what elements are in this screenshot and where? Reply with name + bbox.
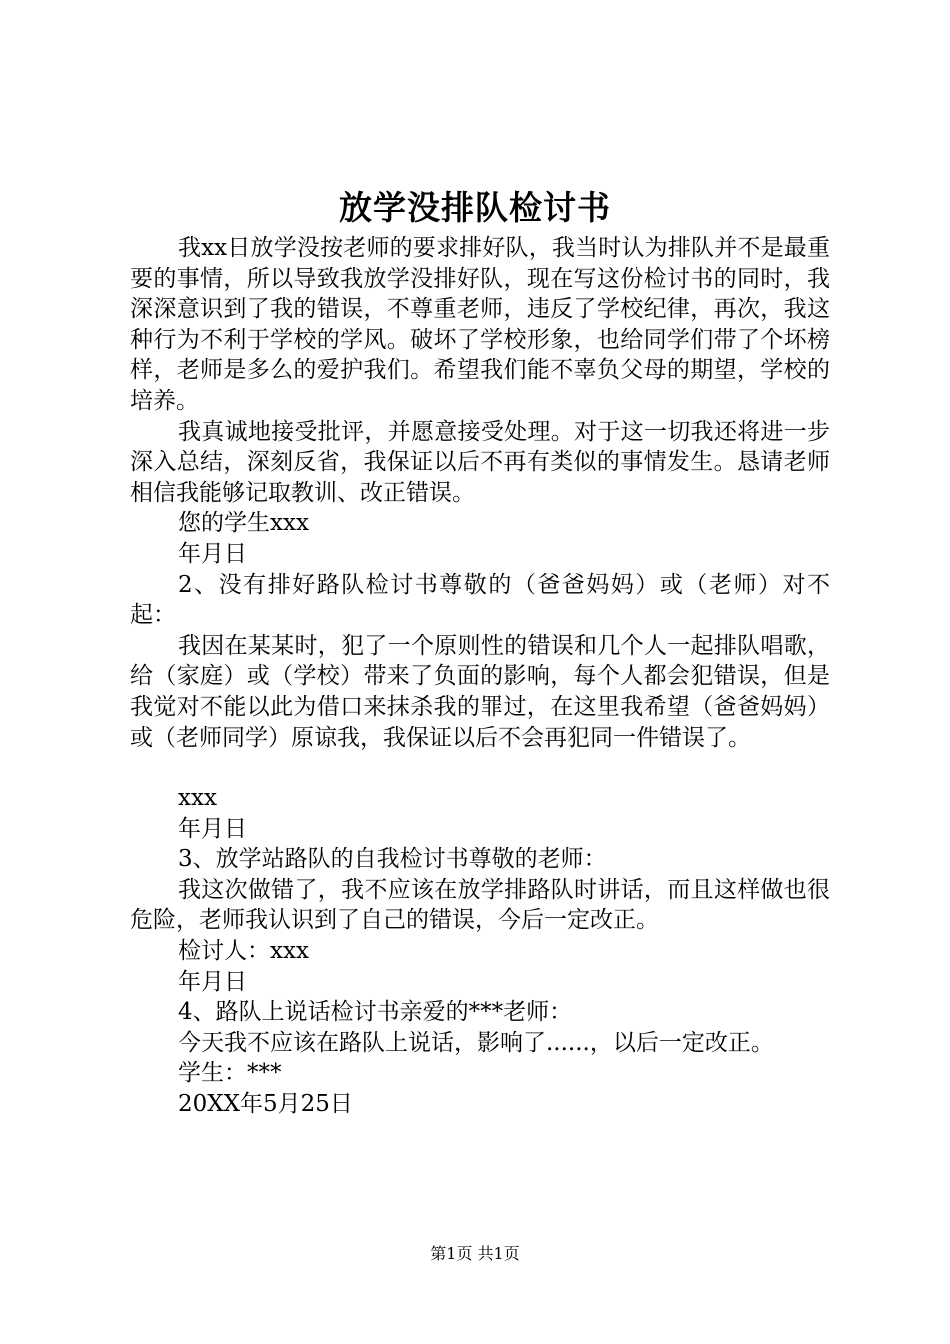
page-footer: 第1页 共1页 (430, 1244, 520, 1263)
date-4: 20XX年5月25日 (178, 1091, 353, 1118)
section-heading-4: 4、路队上说话检讨书亲爱的***老师： (178, 999, 573, 1026)
document-body (130, 233, 830, 1120)
signature-4: 学生：*** (178, 1060, 282, 1087)
signature-3: 检讨人：xxx (178, 938, 309, 965)
date-1: 年月日 (178, 540, 247, 567)
date-3: 年月日 (178, 968, 247, 995)
paragraph-section-2: 我因在某某时，犯了一个原则性的错误和几个人一起排队唱歌，给（家庭）或（学校）带来了负面的影响，每个人都会犯错误，但是我觉对不能以此为借口来抹杀我的罪过，在这里我希望（爸爸妈妈）或（老师同学）原谅我，我保证以后不会再犯同一件错误了。 (130, 632, 830, 751)
paragraph-acceptance: 我真诚地接受批评，并愿意接受处理。对于这一切我还将进一步深入总结，深刻反省，我保证以后不再有类似的事情发生。恳请老师相信我能够记取教训、改正错误。 (130, 418, 830, 506)
signature-2: xxx (178, 785, 217, 812)
document-title: 放学没排队检讨书 (339, 188, 611, 227)
spacer (130, 753, 830, 783)
paragraph-section-4: 今天我不应该在路队上说话，影响了......，以后一定改正。 (178, 1029, 774, 1056)
paragraph-intro: 我xx日放学没按老师的要求排好队，我当时认为排队并不是最重要的事情，所以导致我放学没排好队，现在写这份检讨书的同时，我深深意识到了我的错误，不尊重老师，违反了学校纪律，再次，我这种行为不利于学校的学风。破坏了学校形象，也给同学们带了个坏榜样，老师是多么的爱护我们。希望我们能不辜负父母的期望，学校的培养。 (130, 235, 830, 414)
date-2: 年月日 (178, 815, 247, 842)
section-heading-3: 3、放学站路队的自我检讨书尊敬的老师： (178, 846, 607, 873)
signature-1: 您的学生xxx (178, 510, 309, 537)
section-heading-2: 2、没有排好路队检讨书尊敬的（爸爸妈妈）或（老师）对不起： (130, 571, 830, 629)
paragraph-section-3: 我这次做错了，我不应该在放学排路队时讲话，而且这样做也很危险，老师我认识到了自己的错误，今后一定改正。 (130, 876, 830, 934)
